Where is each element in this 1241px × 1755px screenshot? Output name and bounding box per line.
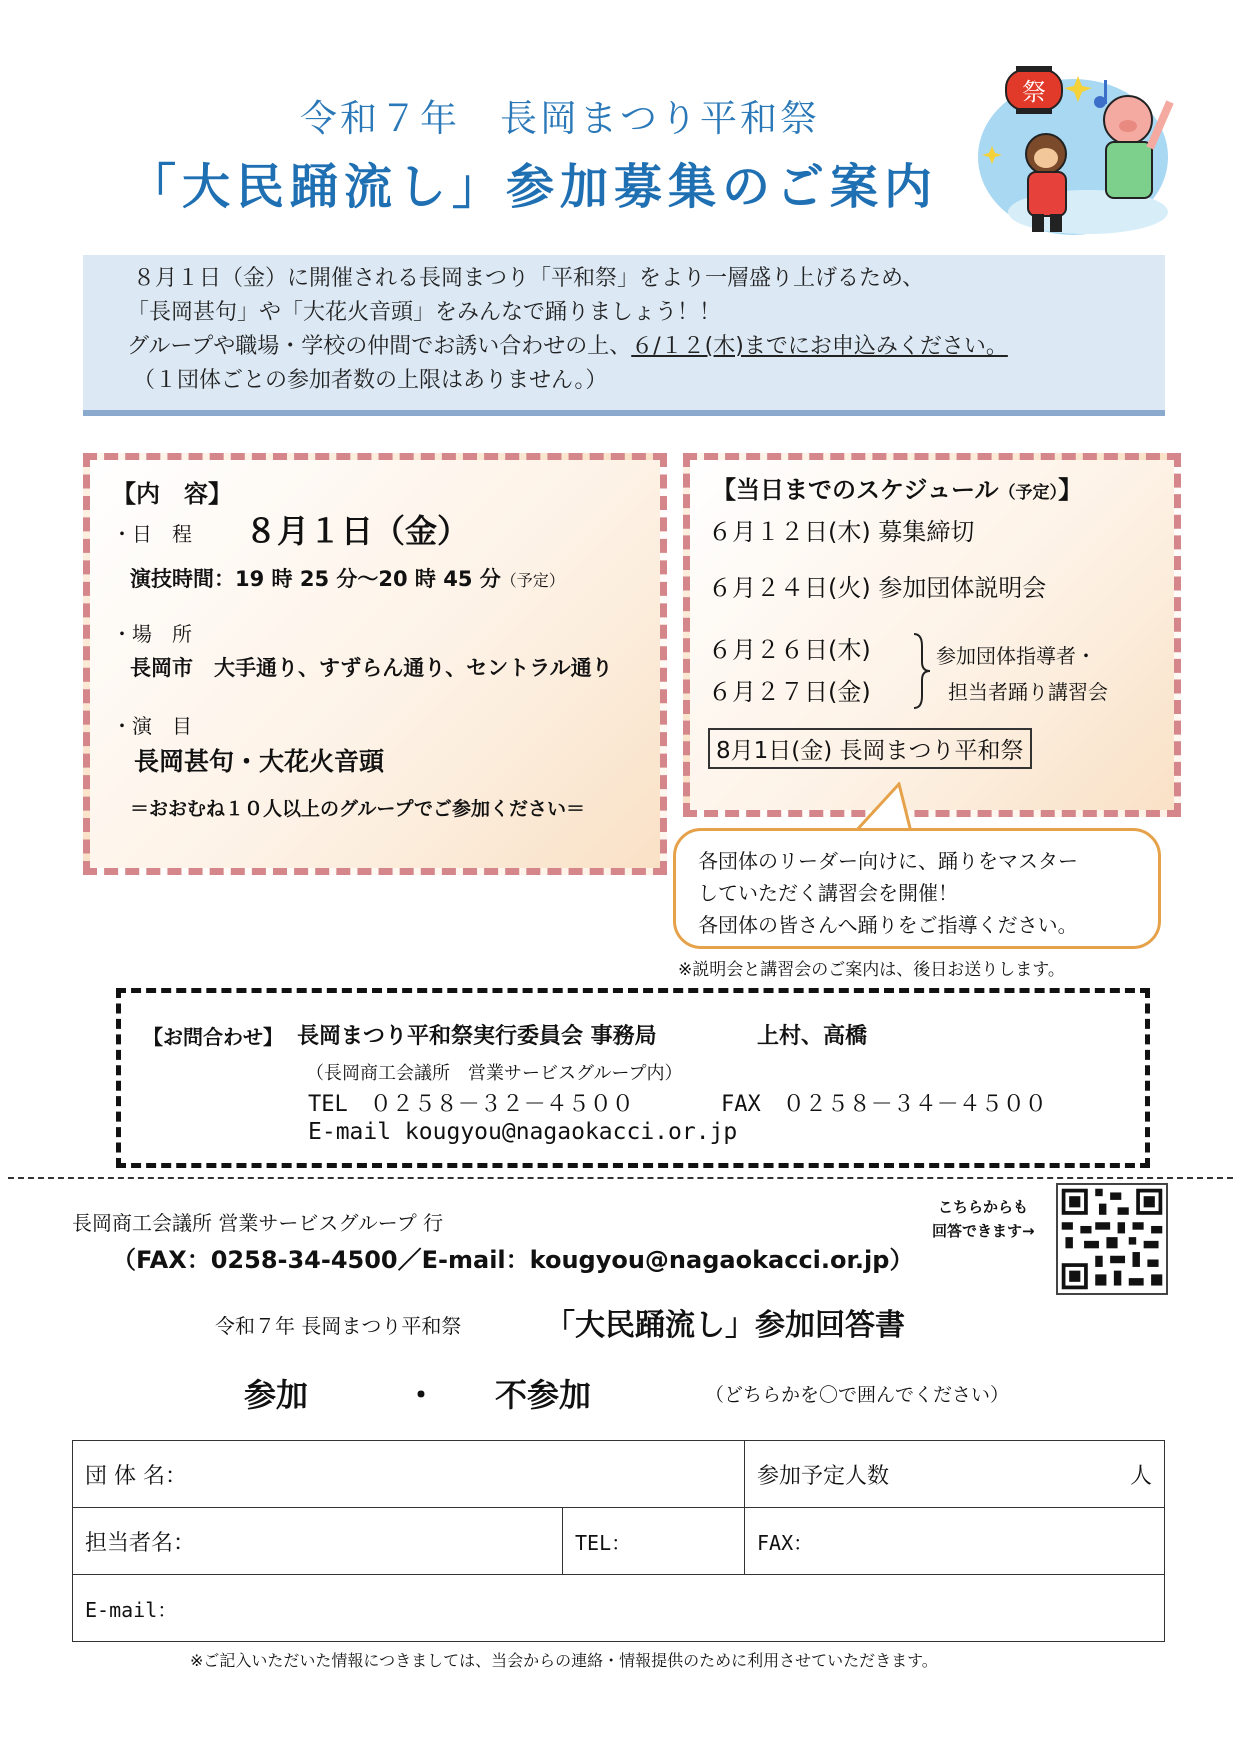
- content-panel: [83, 453, 667, 875]
- schedule-date-4: ６月２７日(金): [708, 678, 871, 706]
- time-value: 19 時 25 分～20 時 45 分: [235, 567, 501, 591]
- schedule-item-2: [708, 568, 1046, 603]
- program-label: ・演 目: [112, 714, 192, 738]
- reply-title-small: 令和７年 長岡まつり平和祭: [215, 1314, 462, 1338]
- qr-note-1: こちらからも: [938, 1198, 1029, 1216]
- intro-line-4: （１団体ごとの参加者数の上限はありません。）: [133, 368, 608, 393]
- participant-count-label: 参加予定人数: [757, 1463, 890, 1489]
- schedule-date: ６月２４日(火): [708, 574, 871, 602]
- performance-time: [130, 563, 565, 593]
- schedule-date: ６月１２日(木): [708, 518, 871, 546]
- page-title: 「大民踊流し」参加募集のご案内: [128, 159, 939, 215]
- group-name-field[interactable]: [73, 1441, 745, 1508]
- schedule-date-3: ６月２６日(木): [708, 636, 871, 664]
- tel-field[interactable]: [563, 1508, 745, 1575]
- attend-option[interactable]: 参加: [244, 1376, 309, 1414]
- group-note: ＝おおむね１０人以上のグループでご参加ください＝: [130, 798, 586, 820]
- tel-label: TEL：: [575, 1530, 632, 1555]
- bracket-icon: [912, 632, 932, 710]
- event-date: ８月１日（金）: [245, 512, 470, 550]
- deadline-text: ６/１２(木)までにお申込みください。: [631, 334, 1008, 359]
- time-label: 演技時間：: [130, 567, 235, 591]
- contact-label: 【お問合わせ】: [143, 1025, 283, 1049]
- bubble-line-2: していただく講習会を開催！: [698, 881, 958, 905]
- schedule-panel: [683, 453, 1181, 817]
- intro-line-3-text: グループや職場・学校の仲間でお誘い合わせの上、: [127, 334, 632, 359]
- schedule-heading-text: 【当日までのスケジュール: [712, 476, 999, 504]
- reply-to: 長岡商工会議所 営業サービスグループ 行: [72, 1211, 444, 1235]
- email-label: E-mail：: [85, 1597, 178, 1622]
- bracket-event-line-2: 担当者踊り講習会: [948, 680, 1108, 704]
- contact-fax: FAX ０２５８－３４－４５００: [721, 1092, 1047, 1117]
- training-info-bubble: [673, 828, 1161, 949]
- subtitle: 令和７年 長岡まつり平和祭: [300, 97, 820, 140]
- contact-panel: [116, 988, 1150, 1168]
- participant-count-field[interactable]: [745, 1441, 1165, 1508]
- schedule-heading-note: （予定）: [998, 483, 1059, 503]
- not-attend-option[interactable]: 不参加: [495, 1376, 592, 1414]
- schedule-item-1: [708, 512, 974, 547]
- reply-fax-email[interactable]: （FAX：0258-34-4500／E-mail：kougyou@nagaokacci.or.jp）: [112, 1246, 914, 1274]
- place-value: 長岡市 大手通り、すずらん通り、セントラル通り: [130, 656, 613, 680]
- schedule-heading-end: 】: [1058, 476, 1083, 504]
- bracket-event-line-1: 参加団体指導者・: [936, 644, 1096, 668]
- privacy-note: ※ご記入いただいた情報につきましては、当会からの連絡・情報提供のために利用させていただきます。: [190, 1651, 938, 1670]
- schedule-event: 募集締切: [878, 518, 975, 546]
- fax-field[interactable]: [745, 1508, 1165, 1575]
- lantern-icon: [1006, 66, 1062, 114]
- fax-label: FAX：: [757, 1530, 814, 1555]
- reply-title: 「大民踊流し」参加回答書: [545, 1308, 905, 1343]
- time-note: （予定）: [500, 571, 565, 590]
- email-field[interactable]: [73, 1575, 1165, 1642]
- content-heading: 【内 容】: [112, 480, 232, 508]
- place-label: ・場 所: [112, 622, 192, 646]
- lantern-sign: 祭: [1022, 78, 1046, 106]
- program-value: 長岡甚句・大花火音頭: [134, 747, 385, 776]
- intro-panel: [83, 255, 1165, 416]
- participant-count-unit: 人: [1129, 1463, 1152, 1489]
- intro-line-1: ８月１日（金）に開催される長岡まつり「平和祭」をより一層盛り上げるため、: [133, 266, 925, 291]
- festival-mascot-illustration: [978, 62, 1178, 242]
- qr-note-2: 回答できます→: [932, 1222, 1035, 1240]
- option-separator: ・: [405, 1376, 438, 1414]
- bubble-line-3: 各団体の皆さんへ踊りをご指導ください。: [698, 913, 1078, 937]
- bubble-line-1: 各団体のリーダー向けに、踊りをマスター: [698, 849, 1078, 873]
- date-label: ・日 程: [112, 522, 192, 546]
- circle-instruction: （どちらかを〇で囲んでください）: [705, 1384, 1010, 1406]
- contact-sub: （長岡商工会議所 営業サービスグループ内）: [306, 1063, 683, 1084]
- intro-line-2: 「長岡甚句」や「大花火音頭」をみんなで踊りましょう！！: [127, 300, 722, 325]
- contact-persons: 上村、高橋: [757, 1024, 868, 1049]
- footnote: ※説明会と講習会のご案内は、後日お送りします。: [678, 960, 1065, 980]
- cut-line: [8, 1177, 1233, 1179]
- group-name-label: 団 体 名：: [85, 1463, 187, 1489]
- contact-email[interactable]: E-mail kougyou@nagaokacci.or.jp: [308, 1119, 738, 1145]
- contact-person-field[interactable]: [73, 1508, 563, 1575]
- bubble-tail: [855, 782, 915, 834]
- contact-tel: TEL ０２５８－３２－４５００: [308, 1092, 634, 1117]
- festival-date-highlight: 8月1日(金) 長岡まつり平和祭: [708, 728, 1032, 769]
- contact-org: 長岡まつり平和祭実行委員会 事務局: [297, 1024, 657, 1049]
- schedule-event: 参加団体説明会: [878, 574, 1047, 602]
- qr-code-icon[interactable]: [1056, 1183, 1168, 1295]
- schedule-heading: [712, 470, 1082, 505]
- intro-line-3: [127, 329, 1008, 360]
- reply-form: [72, 1440, 1165, 1642]
- contact-person-label: 担当者名：: [85, 1530, 196, 1556]
